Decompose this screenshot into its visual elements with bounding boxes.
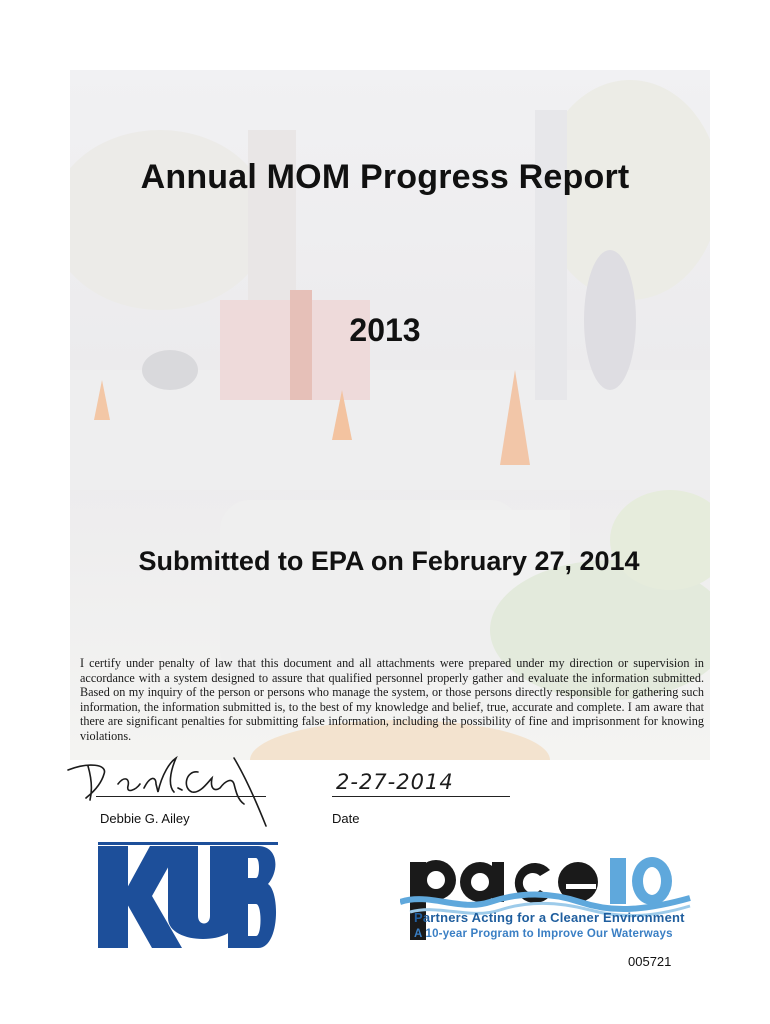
signer-name: Debbie G. Ailey [100,811,190,826]
date-line [332,796,510,797]
page-title: Annual MOM Progress Report [140,158,630,196]
document-number: 005721 [628,954,672,969]
signature-line [96,796,266,797]
submission-line: Submitted to EPA on February 27, 2014 [138,546,640,576]
report-year: 2013 [349,312,421,348]
pace-tagline: Partners Acting for a Cleaner Environment [414,910,685,925]
pace-subtagline: A 10-year Program to Improve Our Waterways [414,928,673,940]
date-label: Date [332,811,360,826]
handwritten-date: 2-27-2014 [336,770,454,794]
certification-statement: I certify under penalty of law that this document and all attachments were prepared under my direction or supervision in accordance with a system designed to assure that qualified personnel properly gather and evaluate the information submitted. Based on my inquiry of the person or persons who manage the system, or those persons directly responsible for gathering such information, the information submitted is, to the best of my knowledge and belief, true, accurate and complete. I am aware that there are significant penalties for submitting false information, including the possibility of fine and imprisonment for knowing violations. [80,656,704,743]
kub-logo [98,842,278,952]
